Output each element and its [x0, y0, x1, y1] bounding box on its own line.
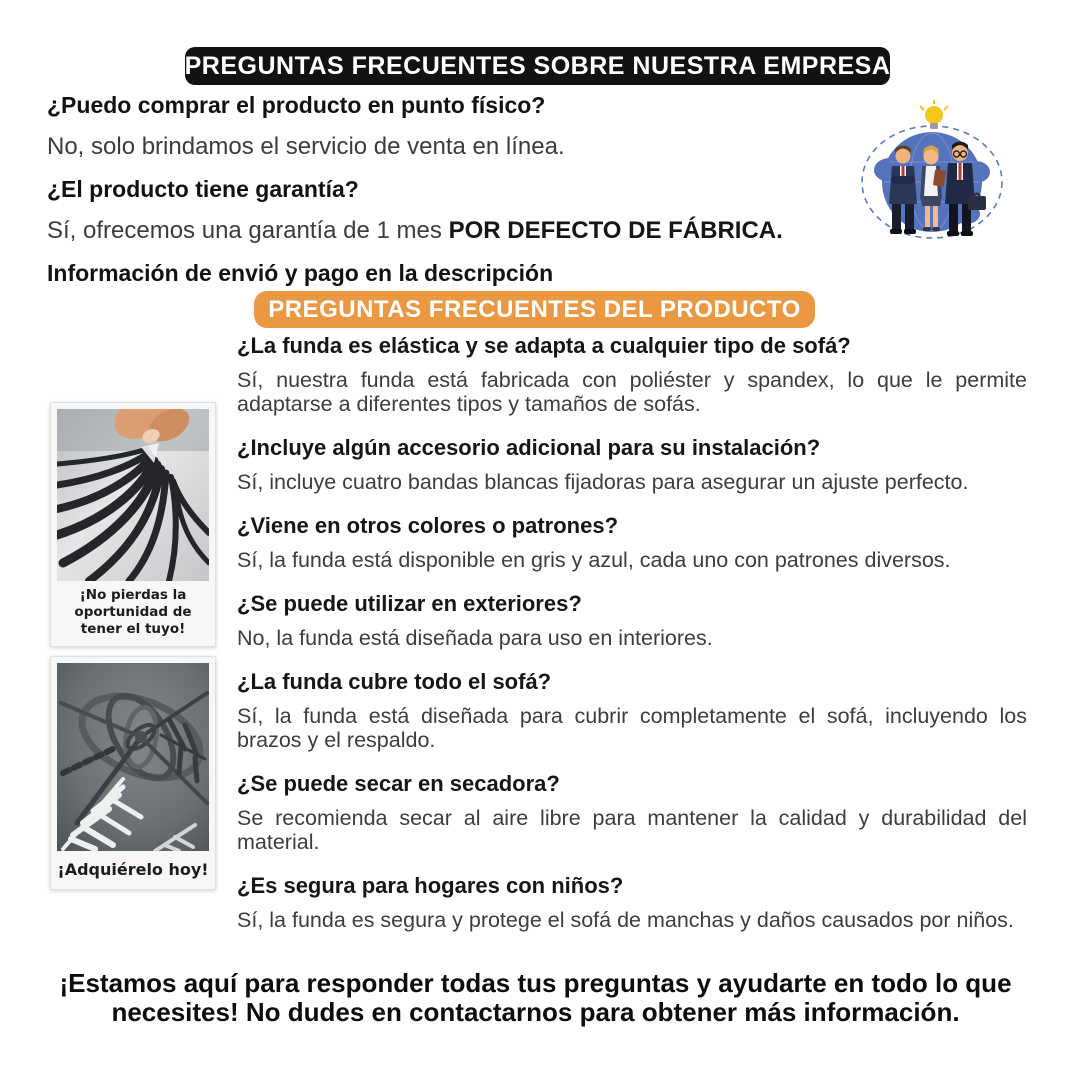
stretch-fabric-photo	[57, 409, 209, 581]
company-faq-banner-label: PREGUNTAS FRECUENTES SOBRE NUESTRA EMPRESA	[184, 51, 891, 80]
company-question: ¿Puedo comprar el producto en punto físico?	[47, 92, 546, 118]
answer-regular-text: Sí, ofrecemos una garantía de 1 mes	[47, 217, 449, 244]
product-question: ¿Se puede utilizar en exteriores?	[237, 591, 582, 616]
business-team-globe-illustration	[856, 100, 1008, 242]
product-answer: Sí, nuestra funda está fabricada con poliéster y spandex, lo que le permite adaptarse a diferentes tipos y tamaños de sofás.	[237, 368, 1027, 416]
company-answer: No, solo brindamos el servicio de venta en línea.	[47, 133, 565, 160]
product-question: ¿La funda cubre todo el sofá?	[237, 669, 552, 694]
gallery-card-swirl	[50, 656, 216, 890]
company-question: ¿El producto tiene garantía?	[47, 176, 359, 202]
product-question: ¿La funda es elástica y se adapta a cualquier tipo de sofá?	[237, 333, 851, 358]
product-answer: Se recomienda secar al aire libre para mantener la calidad y durabilidad del material.	[237, 806, 1027, 854]
product-answer: Sí, la funda está disponible en gris y azul, cada uno con patrones diversos.	[237, 548, 951, 572]
product-answer: Sí, la funda es segura y protege el sofá de manchas y daños causados por niños.	[237, 908, 1014, 932]
product-faq-banner-label: PREGUNTAS FRECUENTES DEL PRODUCTO	[268, 295, 801, 323]
lightbulb-icon	[920, 100, 948, 129]
product-answer: Sí, incluye cuatro bandas blancas fijadoras para asegurar un ajuste perfecto.	[237, 470, 969, 494]
footer-contact-message: ¡Estamos aquí para responder todas tus preguntas y ayudarte en todo lo que necesites! No dudes en contactarnos para obtener más información.	[59, 968, 1012, 1027]
company-faq-banner	[185, 47, 890, 85]
product-faq-section	[237, 333, 1027, 951]
business-team-globe-icon	[856, 100, 1008, 242]
product-faq-banner	[254, 291, 815, 328]
gallery-caption: ¡Adquiérelo hoy!	[57, 859, 209, 879]
product-answer: Sí, la funda está diseñada para cubrir completamente el sofá, incluyendo los brazos y el respaldo.	[237, 704, 1027, 752]
shipping-info-note: Información de envió y pago en la descripción	[47, 260, 554, 286]
product-question: ¿Es segura para hogares con niños?	[237, 873, 624, 898]
product-question: ¿Se puede secar en secadora?	[237, 771, 560, 796]
answer-bold-text: POR DEFECTO DE FÁBRICA.	[448, 217, 783, 244]
company-faq-section	[47, 92, 847, 286]
swirl-fabric-photo	[57, 663, 209, 851]
product-answer: No, la funda está diseñada para uso en interiores.	[237, 626, 713, 650]
product-question: ¿Incluye algún accesorio adicional para su instalación?	[237, 435, 821, 460]
product-question: ¿Viene en otros colores o patrones?	[237, 513, 619, 538]
gallery-caption: ¡No pierdas la oportunidad de tener el tuyo!	[74, 587, 192, 637]
company-answer	[47, 218, 847, 244]
gallery-card-stretch	[50, 402, 216, 647]
